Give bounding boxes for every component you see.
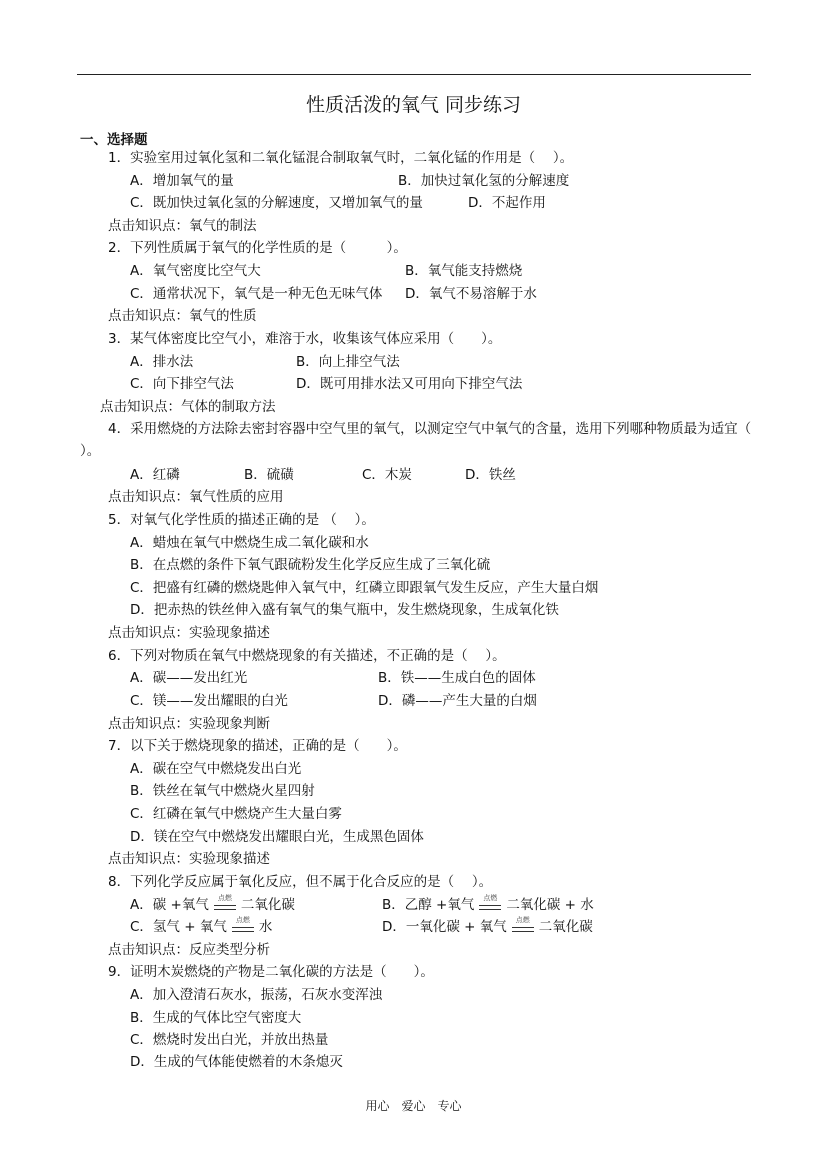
equals-sign	[512, 927, 534, 932]
question-2-option-a: A．氧气密度比空气大	[130, 263, 261, 279]
page-title: 性质活泼的氧气 同步练习	[305, 94, 522, 116]
question-5-knowledge-point: 点击知识点：实验现象描述	[108, 625, 270, 641]
question-7-stem: 7．以下关于燃烧现象的描述，正确的是（ ）。	[108, 738, 407, 754]
question-7-option-d: D．镁在空气中燃烧发出耀眼白光，生成黑色固体	[130, 829, 424, 845]
question-8-option-c	[130, 917, 272, 937]
question-4-option-d: D．铁丝	[465, 467, 516, 483]
question-3-option-d: D．既可用排水法又可用向下排空气法	[296, 376, 523, 392]
products: 二氧化碳 + 水	[506, 897, 594, 913]
question-8-option-a	[130, 895, 295, 915]
header-rule	[77, 74, 751, 75]
question-9-option-a: A．加入澄清石灰水，振荡，石灰水变浑浊	[130, 987, 383, 1003]
question-6-option-b: B．铁——生成白色的固体	[378, 670, 536, 686]
question-4-option-c: C．木炭	[362, 467, 412, 483]
question-2-option-b: B．氧气能支持燃烧	[405, 263, 523, 279]
section-heading: 一、选择题	[80, 132, 148, 148]
question-1-option-d: D．不起作用	[468, 195, 546, 211]
question-9-option-c: C．燃烧时发出白光，并放出热量	[130, 1032, 329, 1048]
question-4-option-b: B．硫磺	[244, 467, 294, 483]
question-7-option-b: B．铁丝在氧气中燃烧火星四射	[130, 783, 315, 799]
question-9-stem: 9．证明木炭燃烧的产物是二氧化碳的方法是（ ）。	[108, 964, 434, 980]
question-5-option-c: C．把盛有红磷的燃烧匙伸入氧气中，红磷立即跟氧气发生反应，产生大量白烟	[130, 580, 599, 596]
question-4-option-a: A．红磷	[130, 467, 180, 483]
question-8-stem: 8．下列化学反应属于氧化反应，但不属于化合反应的是（ ）。	[108, 874, 493, 890]
question-2-option-c: C．通常状况下，氧气是一种无色无味气体	[130, 286, 383, 302]
reactants: A．碳 +氧气	[130, 897, 209, 913]
question-2-stem: 2．下列性质属于氧气的化学性质的是（ ）。	[108, 240, 407, 256]
products: 水	[258, 919, 273, 935]
question-5-stem: 5．对氧气化学性质的描述正确的是 （ ）。	[108, 512, 375, 528]
question-3-option-b: B．向上排空气法	[296, 354, 400, 370]
reactants: C．氢气 + 氧气	[130, 919, 227, 935]
products: 二氧化碳	[240, 897, 295, 913]
ignition-condition	[230, 916, 256, 934]
reactants: B．乙醇 +氧气	[382, 897, 475, 913]
question-1-option-b: B．加快过氧化氢的分解速度	[398, 173, 570, 189]
ignition-condition	[510, 916, 536, 934]
ignition-condition	[212, 894, 238, 912]
question-6-option-a: A．碳——发出红光	[130, 670, 248, 686]
question-3-knowledge-point: 点击知识点：气体的制取方法	[100, 399, 276, 415]
products: 二氧化碳	[538, 919, 593, 935]
question-1-option-a: A．增加氧气的量	[130, 173, 234, 189]
question-5-option-b: B．在点燃的条件下氧气跟硫粉发生化学反应生成了三氧化硫	[130, 557, 491, 573]
page-footer: 用心 爱心 专心	[365, 1099, 462, 1113]
question-2-option-d: D．氧气不易溶解于水	[405, 286, 537, 302]
question-7-knowledge-point: 点击知识点：实验现象描述	[108, 851, 270, 867]
ignition-condition	[477, 894, 503, 912]
question-7-option-a: A．碳在空气中燃烧发出白光	[130, 761, 302, 777]
question-6-knowledge-point: 点击知识点：实验现象判断	[108, 716, 270, 732]
question-1-option-c: C．既加快过氧化氢的分解速度，又增加氧气的量	[130, 195, 423, 211]
condition-label: 点燃	[235, 916, 250, 924]
question-2-knowledge-point: 点击知识点：氧气的性质	[108, 308, 257, 324]
equals-sign	[232, 927, 254, 932]
condition-label: 点燃	[217, 894, 232, 902]
question-6-option-c: C．镁——发出耀眼的白光	[130, 693, 288, 709]
question-7-option-c: C．红磷在氧气中燃烧产生大量白雾	[130, 806, 342, 822]
condition-label: 点燃	[483, 894, 498, 902]
question-3-option-c: C．向下排空气法	[130, 376, 234, 392]
condition-label: 点燃	[515, 916, 530, 924]
question-6-option-d: D．磷——产生大量的白烟	[378, 693, 537, 709]
question-3-option-a: A．排水法	[130, 354, 194, 370]
question-1-knowledge-point: 点击知识点：氧气的制法	[108, 218, 257, 234]
equals-sign	[479, 905, 501, 910]
question-4-stem: 4．采用燃烧的方法除去密封容器中空气里的氧气，以测定空气中氧气的含量，选用下列哪种物质最为适宜（ ）。	[80, 421, 769, 459]
question-6-stem: 6．下列对物质在氧气中燃烧现象的有关描述，不正确的是（ ）。	[108, 648, 506, 664]
equals-sign	[214, 905, 236, 910]
question-8-option-d	[382, 917, 593, 937]
question-8-knowledge-point: 点击知识点：反应类型分析	[108, 942, 270, 958]
question-3-stem: 3．某气体密度比空气小，难溶于水，收集该气体应采用（ ）。	[108, 331, 502, 347]
question-4-knowledge-point: 点击知识点：氧气性质的应用	[108, 489, 284, 505]
question-5-option-d: D．把赤热的铁丝伸入盛有氧气的集气瓶中，发生燃烧现象，生成氧化铁	[130, 602, 559, 618]
question-1-stem: 1．实验室用过氧化氢和二氧化锰混合制取氧气时，二氧化锰的作用是（ ）。	[108, 150, 574, 166]
question-8-option-b	[382, 895, 594, 915]
question-9-option-d: D．生成的气体能使燃着的木条熄灭	[130, 1054, 343, 1070]
reactants: D．一氧化碳 + 氧气	[382, 919, 507, 935]
question-9-option-b: B．生成的气体比空气密度大	[130, 1010, 302, 1026]
question-5-option-a: A．蜡烛在氧气中燃烧生成二氧化碳和水	[130, 535, 369, 551]
